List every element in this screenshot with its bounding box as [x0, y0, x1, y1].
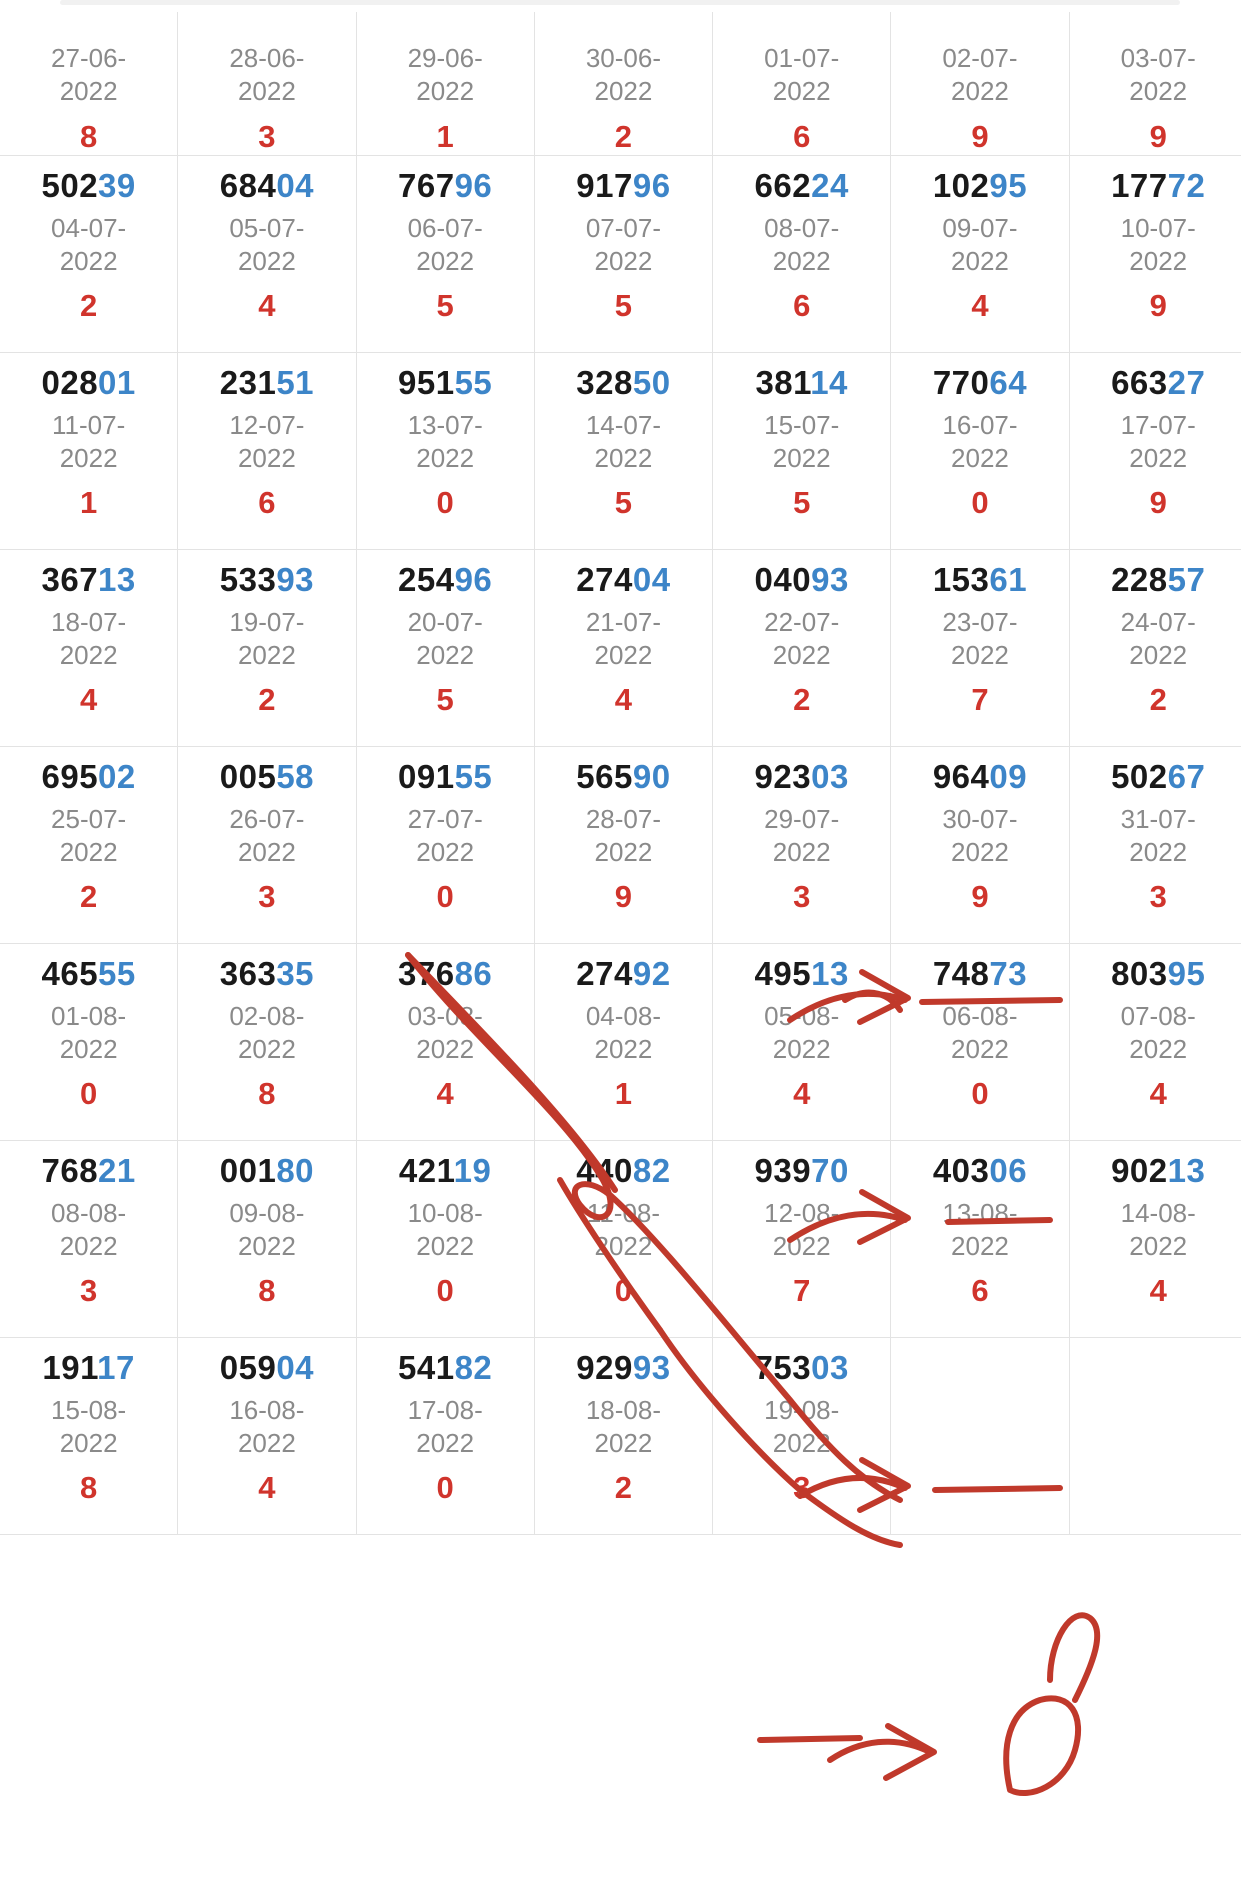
cell-date: 29-06- 2022: [407, 43, 483, 107]
result-cell[interactable]: [0, 352, 178, 549]
cell-code: 27404: [576, 560, 671, 598]
cell-code: 36335: [219, 954, 315, 992]
cell-date: 14-07- 2022: [585, 409, 661, 474]
result-cell[interactable]: [178, 12, 356, 155]
cell-value: 2: [80, 288, 98, 324]
cell-code: 40306: [932, 1151, 1028, 1189]
cell-date: 02-07- 2022: [942, 43, 1018, 107]
cell-date: 14-08- 2022: [1120, 1197, 1196, 1262]
cell-date: 04-07- 2022: [51, 212, 127, 277]
cell-date: 07-07- 2022: [585, 212, 661, 277]
result-cell[interactable]: [356, 746, 534, 943]
cell-code: 32850: [576, 363, 671, 401]
cell-value: 8: [258, 1273, 276, 1309]
cell-value: 9: [1149, 485, 1167, 521]
cell-date: 25-07- 2022: [51, 803, 127, 868]
cell-value: 4: [436, 1076, 454, 1112]
result-cell[interactable]: [534, 352, 712, 549]
cell-code: 05904: [219, 1348, 315, 1386]
result-cell[interactable]: [891, 155, 1069, 352]
result-cell[interactable]: [178, 352, 356, 549]
result-cell[interactable]: [534, 1140, 712, 1337]
cell-value: 3: [793, 1470, 811, 1506]
result-cell[interactable]: [0, 943, 178, 1140]
cell-date: 04-08- 2022: [585, 1000, 661, 1065]
result-cell[interactable]: [0, 155, 178, 352]
cell-value: 0: [436, 1470, 454, 1506]
result-cell[interactable]: [1069, 746, 1241, 943]
cell-date: 09-08- 2022: [229, 1197, 305, 1262]
cell-date: 16-08- 2022: [229, 1394, 305, 1459]
cell-value: 9: [971, 879, 989, 915]
cell-value: 5: [436, 682, 454, 718]
cell-value: 4: [971, 288, 989, 324]
cell-value: 9: [1149, 288, 1167, 324]
cell-value: 8: [258, 1076, 276, 1112]
result-cell[interactable]: [891, 12, 1069, 155]
cell-value: 4: [614, 682, 633, 718]
cell-code: 27492: [576, 954, 671, 992]
cell-date: 27-07- 2022: [407, 803, 483, 868]
table-row: [0, 746, 1241, 943]
result-cell[interactable]: [713, 155, 891, 352]
cell-value: 0: [80, 1076, 98, 1112]
cell-value: 3: [258, 118, 276, 154]
cell-code: 23151: [219, 363, 315, 401]
result-cell[interactable]: [891, 352, 1069, 549]
result-cell[interactable]: [713, 1337, 891, 1534]
scroll-indicator: [60, 0, 1180, 5]
cell-code: 38114: [755, 363, 848, 401]
result-cell[interactable]: [713, 549, 891, 746]
results-grid-body: [0, 12, 1241, 1534]
cell-date: 30-06- 2022: [585, 43, 661, 107]
cell-code: 54182: [398, 1348, 493, 1386]
result-cell[interactable]: [534, 943, 712, 1140]
cell-value: 2: [614, 1470, 633, 1506]
cell-date: 05-07- 2022: [229, 212, 305, 277]
cell-value: 1: [80, 485, 98, 521]
result-cell[interactable]: [1069, 1140, 1241, 1337]
cell-value: 3: [1149, 879, 1167, 915]
cell-value: 9: [971, 118, 989, 154]
result-cell[interactable]: [0, 746, 178, 943]
cell-date: 19-07- 2022: [229, 606, 305, 671]
cell-value: 4: [258, 288, 276, 324]
result-cell[interactable]: [1069, 155, 1241, 352]
cell-code: 04093: [754, 560, 849, 598]
cell-code: 90213: [1111, 1151, 1206, 1189]
cell-date: 29-07- 2022: [764, 803, 840, 868]
cell-value: 5: [614, 485, 633, 521]
cell-value: 6: [971, 1273, 989, 1309]
cell-code: 00558: [219, 757, 315, 795]
cell-date: 10-07- 2022: [1120, 212, 1196, 277]
cell-code: 76821: [41, 1151, 136, 1189]
cell-date: 22-07- 2022: [764, 606, 840, 671]
cell-code: 91796: [576, 166, 671, 204]
cell-date: 18-07- 2022: [51, 606, 127, 671]
cell-code: 74873: [932, 954, 1028, 992]
cell-date: 16-07- 2022: [942, 409, 1018, 474]
cell-code: 95155: [398, 363, 493, 401]
cell-date: 11-08- 2022: [586, 1197, 661, 1262]
cell-date: 15-07- 2022: [764, 409, 840, 474]
cell-value: 4: [1149, 1273, 1167, 1309]
cell-code: 77064: [932, 363, 1028, 401]
result-cell[interactable]: [534, 1337, 712, 1534]
cell-value: 0: [971, 485, 989, 521]
cell-code: 92303: [754, 757, 849, 795]
cell-date: 01-08- 2022: [51, 1000, 127, 1065]
result-cell[interactable]: [0, 549, 178, 746]
cell-value: 2: [793, 682, 811, 718]
result-cell[interactable]: [534, 12, 712, 155]
cell-date: 06-08- 2022: [942, 1000, 1018, 1065]
cell-value: 5: [436, 288, 454, 324]
table-row: [0, 1140, 1241, 1337]
cell-code: 66224: [754, 166, 849, 204]
cell-date: 20-07- 2022: [407, 606, 483, 671]
result-cell[interactable]: [713, 352, 891, 549]
cell-value: 7: [793, 1273, 811, 1309]
cell-date: 02-08- 2022: [229, 1000, 305, 1065]
cell-value: 0: [436, 485, 454, 521]
cell-value: 8: [80, 118, 98, 154]
top-scroll-strip: [0, 0, 1241, 12]
result-cell[interactable]: [891, 943, 1069, 1140]
result-cell[interactable]: [178, 1140, 356, 1337]
result-cell[interactable]: [534, 746, 712, 943]
result-cell[interactable]: [0, 1337, 178, 1534]
cell-value: 2: [80, 879, 98, 915]
result-cell[interactable]: [1069, 352, 1241, 549]
result-cell[interactable]: [356, 352, 534, 549]
cell-value: 1: [436, 118, 454, 154]
cell-value: 6: [258, 485, 276, 521]
cell-date: 15-08- 2022: [51, 1394, 127, 1459]
cell-value: 6: [793, 288, 811, 324]
cell-code: 42119: [398, 1151, 492, 1189]
result-cell[interactable]: [891, 746, 1069, 943]
cell-date: 17-07- 2022: [1120, 409, 1196, 474]
result-cell[interactable]: [713, 746, 891, 943]
cell-code: 36713: [41, 560, 136, 598]
cell-code: 69502: [41, 757, 136, 795]
cell-value: 6: [793, 118, 811, 154]
cell-code: 92993: [576, 1348, 671, 1386]
cell-date: 10-08- 2022: [407, 1197, 483, 1262]
result-cell[interactable]: [356, 549, 534, 746]
results-grid: [0, 12, 1241, 1535]
result-cell[interactable]: [1069, 12, 1241, 155]
cell-code: 17772: [1111, 166, 1206, 204]
cell-code: 37686: [398, 954, 493, 992]
cell-date: 28-06- 2022: [229, 43, 305, 107]
cell-date: 06-07- 2022: [407, 212, 483, 277]
cell-date: 28-07- 2022: [585, 803, 661, 868]
result-cell[interactable]: [356, 155, 534, 352]
cell-code: 10295: [932, 166, 1028, 204]
cell-date: 21-07- 2022: [585, 606, 661, 671]
cell-code: 02801: [41, 363, 136, 401]
cell-value: 1: [614, 1076, 633, 1112]
result-cell[interactable]: [713, 943, 891, 1140]
cell-date: 05-08- 2022: [764, 1000, 840, 1065]
cell-code: 80395: [1111, 954, 1206, 992]
cell-value: 7: [971, 682, 989, 718]
result-cell[interactable]: [178, 1337, 356, 1534]
table-row: [0, 155, 1241, 352]
cell-date: 09-07- 2022: [942, 212, 1018, 277]
result-cell[interactable]: [0, 12, 178, 155]
result-cell[interactable]: [356, 1337, 534, 1534]
cell-code: 49513: [754, 954, 849, 992]
cell-date: 13-08- 2022: [942, 1197, 1018, 1262]
cell-code: 44082: [576, 1151, 671, 1189]
result-cell[interactable]: [356, 12, 534, 155]
bottom-blank-area: [0, 1836, 1241, 1896]
cell-code: 76796: [398, 166, 493, 204]
cell-date: 30-07- 2022: [942, 803, 1018, 868]
cell-code: 66327: [1111, 363, 1206, 401]
result-cell[interactable]: [178, 746, 356, 943]
result-cell[interactable]: [178, 549, 356, 746]
table-row: [0, 549, 1241, 746]
cell-date: 31-07- 2022: [1120, 803, 1196, 868]
cell-code: 09155: [398, 757, 493, 795]
result-cell[interactable]: [1069, 549, 1241, 746]
cell-code: 50267: [1111, 757, 1206, 795]
result-cell[interactable]: [356, 1140, 534, 1337]
cell-date: 18-08- 2022: [585, 1394, 661, 1459]
cell-value: 8: [80, 1470, 98, 1506]
table-row: [0, 12, 1241, 155]
cell-date: 24-07- 2022: [1120, 606, 1196, 671]
cell-code: 93970: [754, 1151, 849, 1189]
table-row: [0, 943, 1241, 1140]
cell-date: 03-08- 2022: [407, 1000, 483, 1065]
cell-date: 13-07- 2022: [407, 409, 483, 474]
cell-value: 5: [614, 288, 633, 324]
empty-cell: [1069, 1337, 1241, 1534]
cell-value: 3: [80, 1273, 98, 1309]
result-cell[interactable]: [1069, 943, 1241, 1140]
cell-code: 50239: [41, 166, 136, 204]
result-cell[interactable]: [891, 549, 1069, 746]
result-cell[interactable]: [356, 943, 534, 1140]
cell-date: 19-08- 2022: [764, 1394, 840, 1459]
cell-value: 3: [258, 879, 276, 915]
cell-code: 75303: [754, 1348, 849, 1386]
cell-code: 19117: [42, 1348, 135, 1386]
result-cell[interactable]: [178, 155, 356, 352]
cell-code: 46555: [41, 954, 136, 992]
result-cell[interactable]: [891, 1140, 1069, 1337]
cell-value: 4: [793, 1076, 811, 1112]
cell-value: 2: [258, 682, 276, 718]
cell-date: 17-08- 2022: [407, 1394, 483, 1459]
cell-date: 27-06- 2022: [51, 43, 127, 107]
cell-date: 26-07- 2022: [229, 803, 305, 868]
cell-value: 9: [614, 879, 633, 915]
cell-value: 0: [436, 1273, 454, 1309]
result-cell[interactable]: [713, 1140, 891, 1337]
result-cell[interactable]: [534, 155, 712, 352]
cell-value: 0: [436, 879, 454, 915]
result-cell[interactable]: [534, 549, 712, 746]
cell-date: 07-08- 2022: [1120, 1000, 1196, 1065]
cell-value: 3: [793, 879, 811, 915]
cell-code: 56590: [576, 757, 671, 795]
cell-code: 15361: [932, 560, 1028, 598]
cell-date: 03-07- 2022: [1120, 43, 1196, 107]
cell-code: 00180: [219, 1151, 315, 1189]
cell-value: 2: [1149, 682, 1167, 718]
cell-date: 12-07- 2022: [229, 409, 305, 474]
cell-code: 68404: [219, 166, 315, 204]
table-row: [0, 1337, 1241, 1534]
cell-date: 01-07- 2022: [764, 43, 840, 107]
result-cell[interactable]: [178, 943, 356, 1140]
cell-value: 9: [1149, 118, 1167, 154]
cell-code: 22857: [1111, 560, 1206, 598]
cell-value: 2: [614, 118, 633, 154]
cell-code: 53393: [219, 560, 315, 598]
cell-value: 4: [80, 682, 98, 718]
cell-date: 23-07- 2022: [942, 606, 1018, 671]
result-cell[interactable]: [0, 1140, 178, 1337]
table-row: [0, 352, 1241, 549]
cell-value: 0: [614, 1273, 633, 1309]
result-cell[interactable]: [713, 12, 891, 155]
empty-cell: [891, 1337, 1069, 1534]
cell-code: 96409: [932, 757, 1028, 795]
cell-value: 5: [793, 485, 811, 521]
cell-date: 08-08- 2022: [51, 1197, 127, 1262]
cell-value: 4: [1149, 1076, 1167, 1112]
cell-date: 11-07- 2022: [52, 409, 126, 474]
cell-date: 12-08- 2022: [764, 1197, 840, 1262]
cell-value: 4: [258, 1470, 276, 1506]
cell-code: 25496: [398, 560, 493, 598]
cell-date: 08-07- 2022: [764, 212, 840, 277]
cell-value: 0: [971, 1076, 989, 1112]
